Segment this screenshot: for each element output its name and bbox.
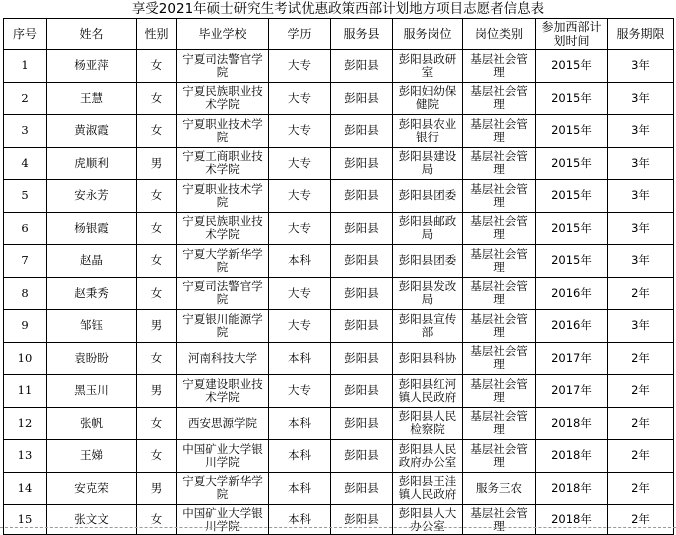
- cell-education[interactable]: 本科: [269, 472, 331, 505]
- cell-post-type[interactable]: 基层社会管理: [463, 180, 536, 213]
- cell-gender[interactable]: 男: [137, 147, 177, 180]
- cell-school[interactable]: 宁夏大学新华学院: [177, 245, 269, 278]
- cell-gender[interactable]: 女: [137, 82, 177, 115]
- cell-gender[interactable]: 女: [137, 245, 177, 278]
- cell-term[interactable]: 2年: [608, 505, 674, 535]
- cell-name[interactable]: 邹钰: [47, 310, 137, 343]
- cell-index[interactable]: 7: [4, 245, 47, 278]
- cell-term[interactable]: 3年: [608, 115, 674, 148]
- cell-county[interactable]: 彭阳县: [331, 245, 393, 278]
- cell-term[interactable]: 3年: [608, 212, 674, 245]
- cell-post-type[interactable]: 基层社会管理: [463, 342, 536, 375]
- cell-join-time[interactable]: 2018年: [536, 407, 608, 440]
- cell-index[interactable]: 8: [4, 277, 47, 310]
- cell-join-time[interactable]: 2017年: [536, 342, 608, 375]
- cell-gender[interactable]: 男: [137, 310, 177, 343]
- cell-education[interactable]: 大专: [269, 375, 331, 408]
- cell-school[interactable]: 河南科技大学: [177, 342, 269, 375]
- table-row: [4, 82, 674, 115]
- cell-index[interactable]: 14: [4, 472, 47, 505]
- table-row: [4, 147, 674, 180]
- table-row: [4, 277, 674, 310]
- cell-education[interactable]: 大专: [269, 212, 331, 245]
- cell-join-time[interactable]: 2018年: [536, 440, 608, 473]
- cell-join-time[interactable]: 2015年: [536, 147, 608, 180]
- cell-term[interactable]: 3年: [608, 180, 674, 213]
- cell-education[interactable]: 大专: [269, 50, 331, 83]
- cell-education[interactable]: 本科: [269, 245, 331, 278]
- cell-post[interactable]: 彭阳县人民政府办公室: [393, 440, 463, 473]
- cell-school[interactable]: 宁夏民族职业技术学院: [177, 212, 269, 245]
- table-row: [4, 245, 674, 278]
- header-cell-index[interactable]: 序号: [4, 19, 47, 50]
- cell-join-time[interactable]: 2018年: [536, 472, 608, 505]
- cell-county[interactable]: 彭阳县: [331, 310, 393, 343]
- cell-name[interactable]: 黑玉川: [47, 375, 137, 408]
- cell-join-time[interactable]: 2017年: [536, 375, 608, 408]
- cell-term[interactable]: 3年: [608, 82, 674, 115]
- cell-post[interactable]: 彭阳县人大办公室: [393, 505, 463, 535]
- cell-post-type[interactable]: 基层社会管理: [463, 212, 536, 245]
- cell-index[interactable]: 9: [4, 310, 47, 343]
- cell-post-type[interactable]: 基层社会管理: [463, 505, 536, 535]
- cell-county[interactable]: 彭阳县: [331, 180, 393, 213]
- cell-term[interactable]: 2年: [608, 407, 674, 440]
- cell-gender[interactable]: 女: [137, 180, 177, 213]
- cell-gender[interactable]: 男: [137, 472, 177, 505]
- cell-join-time[interactable]: 2015年: [536, 180, 608, 213]
- cell-education[interactable]: 大专: [269, 180, 331, 213]
- cell-name[interactable]: 杨银霞: [47, 212, 137, 245]
- header-cell-county[interactable]: 服务县: [331, 19, 393, 50]
- header-cell-post-type[interactable]: 岗位类别: [463, 19, 536, 50]
- cell-term[interactable]: 2年: [608, 472, 674, 505]
- cell-post[interactable]: 彭阳县团委: [393, 245, 463, 278]
- header-cell-education[interactable]: 学历: [269, 19, 331, 50]
- cell-index[interactable]: 10: [4, 342, 47, 375]
- cell-county[interactable]: 彭阳县: [331, 342, 393, 375]
- cell-post-type[interactable]: 基层社会管理: [463, 375, 536, 408]
- cell-index[interactable]: 15: [4, 505, 47, 535]
- cell-gender[interactable]: 女: [137, 505, 177, 535]
- cell-name[interactable]: 赵晶: [47, 245, 137, 278]
- cell-post-type[interactable]: 基层社会管理: [463, 277, 536, 310]
- table-row: [4, 115, 674, 148]
- header-cell-name[interactable]: 姓名: [47, 19, 137, 50]
- cell-county[interactable]: 彭阳县: [331, 115, 393, 148]
- cell-post-type[interactable]: 服务三农: [463, 472, 536, 505]
- cell-post[interactable]: 彭阳县宣传部: [393, 310, 463, 343]
- cell-post-type[interactable]: 基层社会管理: [463, 115, 536, 148]
- cell-school[interactable]: 宁夏职业技术学院: [177, 115, 269, 148]
- cell-name[interactable]: 安永芳: [47, 180, 137, 213]
- cell-join-time[interactable]: 2015年: [536, 245, 608, 278]
- cell-post[interactable]: 彭阳妇幼保健院: [393, 82, 463, 115]
- cell-post[interactable]: 彭阳县农业银行: [393, 115, 463, 148]
- cell-gender[interactable]: 女: [137, 277, 177, 310]
- cell-term[interactable]: 3年: [608, 310, 674, 343]
- cell-school[interactable]: 宁夏银川能源学院: [177, 310, 269, 343]
- cell-join-time[interactable]: 2016年: [536, 310, 608, 343]
- cell-gender[interactable]: 女: [137, 342, 177, 375]
- cell-school[interactable]: 中国矿业大学银川学院: [177, 440, 269, 473]
- cell-post[interactable]: 彭阳县政研室: [393, 50, 463, 83]
- cell-index[interactable]: 12: [4, 407, 47, 440]
- cell-index[interactable]: 1: [4, 50, 47, 83]
- cell-school[interactable]: 宁夏民族职业技术学院: [177, 82, 269, 115]
- cell-post[interactable]: 彭阳县人民检察院: [393, 407, 463, 440]
- cell-school[interactable]: 宁夏建设职业技术学院: [177, 375, 269, 408]
- cell-post-type[interactable]: 基层社会管理: [463, 440, 536, 473]
- cell-post-type[interactable]: 基层社会管理: [463, 245, 536, 278]
- cell-index[interactable]: 4: [4, 147, 47, 180]
- cell-join-time[interactable]: 2015年: [536, 82, 608, 115]
- cell-gender[interactable]: 女: [137, 440, 177, 473]
- header-cell-term[interactable]: 服务期限: [608, 19, 674, 50]
- sheet-title: 享受2021年硕士研究生考试优惠政策西部计划地方项目志愿者信息表: [131, 1, 545, 17]
- cell-join-time[interactable]: 2015年: [536, 212, 608, 245]
- cell-join-time[interactable]: 2015年: [536, 115, 608, 148]
- cell-post-type[interactable]: 基层社会管理: [463, 50, 536, 83]
- cell-education[interactable]: 大专: [269, 147, 331, 180]
- cell-education[interactable]: 本科: [269, 342, 331, 375]
- table-row: [4, 310, 674, 343]
- cell-index[interactable]: 13: [4, 440, 47, 473]
- cell-index[interactable]: 5: [4, 180, 47, 213]
- cell-school[interactable]: 宁夏大学新华学院: [177, 472, 269, 505]
- cell-post[interactable]: 彭阳县团委: [393, 180, 463, 213]
- cell-name[interactable]: 张文文: [47, 505, 137, 535]
- cell-term[interactable]: 3年: [608, 245, 674, 278]
- header-cell-post[interactable]: 服务岗位: [393, 19, 463, 50]
- cell-term[interactable]: 2年: [608, 440, 674, 473]
- cell-gender[interactable]: 女: [137, 115, 177, 148]
- cell-post[interactable]: 彭阳县红河镇人民政府: [393, 375, 463, 408]
- cell-join-time[interactable]: 2016年: [536, 277, 608, 310]
- cell-index[interactable]: 6: [4, 212, 47, 245]
- cell-gender[interactable]: 女: [137, 212, 177, 245]
- cell-education[interactable]: 本科: [269, 440, 331, 473]
- cell-county[interactable]: 彭阳县: [331, 375, 393, 408]
- cell-term[interactable]: 2年: [608, 342, 674, 375]
- cell-school[interactable]: 宁夏职业技术学院: [177, 180, 269, 213]
- cell-name[interactable]: 虎顺利: [47, 147, 137, 180]
- table-row: [4, 440, 674, 473]
- cell-county[interactable]: 彭阳县: [331, 277, 393, 310]
- header-cell-school[interactable]: 毕业学校: [177, 19, 269, 50]
- cell-county[interactable]: 彭阳县: [331, 407, 393, 440]
- cell-name[interactable]: 张帆: [47, 407, 137, 440]
- cell-name[interactable]: 黄淑霞: [47, 115, 137, 148]
- cell-school[interactable]: 中国矿业大学银川学院: [177, 505, 269, 535]
- cell-gender[interactable]: 男: [137, 375, 177, 408]
- cell-county[interactable]: 彭阳县: [331, 472, 393, 505]
- cell-name[interactable]: 王娣: [47, 440, 137, 473]
- cell-name[interactable]: 安克荣: [47, 472, 137, 505]
- cell-term[interactable]: 3年: [608, 50, 674, 83]
- cell-post-type[interactable]: 基层社会管理: [463, 147, 536, 180]
- cell-education[interactable]: 大专: [269, 277, 331, 310]
- cell-name[interactable]: 袁盼盼: [47, 342, 137, 375]
- cell-gender[interactable]: 女: [137, 407, 177, 440]
- cell-gender[interactable]: 女: [137, 50, 177, 83]
- cell-county[interactable]: 彭阳县: [331, 212, 393, 245]
- cell-post-type[interactable]: 基层社会管理: [463, 310, 536, 343]
- cell-post[interactable]: 彭阳县科协: [393, 342, 463, 375]
- cell-education[interactable]: 本科: [269, 407, 331, 440]
- header-row: [4, 19, 674, 50]
- cell-education[interactable]: 大专: [269, 82, 331, 115]
- cell-county[interactable]: 彭阳县: [331, 50, 393, 83]
- cell-county[interactable]: 彭阳县: [331, 147, 393, 180]
- cell-county[interactable]: 彭阳县: [331, 440, 393, 473]
- cell-education[interactable]: 大专: [269, 115, 331, 148]
- header-cell-join-time[interactable]: 参加西部计划时间: [536, 19, 608, 50]
- cell-post[interactable]: 彭阳县王洼镇人民政府: [393, 472, 463, 505]
- cell-post-type[interactable]: 基层社会管理: [463, 407, 536, 440]
- cell-school[interactable]: 西安思源学院: [177, 407, 269, 440]
- cell-education[interactable]: 大专: [269, 310, 331, 343]
- cell-name[interactable]: 杨亚萍: [47, 50, 137, 83]
- cell-name[interactable]: 王慧: [47, 82, 137, 115]
- table-row: [4, 407, 674, 440]
- cell-county[interactable]: 彭阳县: [331, 505, 393, 535]
- cell-term[interactable]: 3年: [608, 147, 674, 180]
- cell-post[interactable]: 彭阳县建设局: [393, 147, 463, 180]
- cell-post-type[interactable]: 基层社会管理: [463, 82, 536, 115]
- cell-name[interactable]: 赵秉秀: [47, 277, 137, 310]
- cell-county[interactable]: 彭阳县: [331, 82, 393, 115]
- cell-school[interactable]: 宁夏司法警官学院: [177, 277, 269, 310]
- cell-index[interactable]: 11: [4, 375, 47, 408]
- cell-join-time[interactable]: 2018年: [536, 505, 608, 535]
- cell-post[interactable]: 彭阳县邮政局: [393, 212, 463, 245]
- cell-index[interactable]: 3: [4, 115, 47, 148]
- volunteer-table: [3, 18, 674, 535]
- table-row: [4, 472, 674, 505]
- table-row: [4, 375, 674, 408]
- table-row: [4, 342, 674, 375]
- cell-term[interactable]: 2年: [608, 375, 674, 408]
- cell-join-time[interactable]: 2015年: [536, 50, 608, 83]
- cell-school[interactable]: 宁夏司法警官学院: [177, 50, 269, 83]
- cell-school[interactable]: 宁夏工商职业技术学院: [177, 147, 269, 180]
- cell-term[interactable]: 2年: [608, 277, 674, 310]
- header-cell-gender[interactable]: 性别: [137, 19, 177, 50]
- table-row: [4, 180, 674, 213]
- cell-post[interactable]: 彭阳县发改局: [393, 277, 463, 310]
- cell-education[interactable]: 本科: [269, 505, 331, 535]
- table-row: [4, 212, 674, 245]
- cell-index[interactable]: 2: [4, 82, 47, 115]
- table-row: [4, 50, 674, 83]
